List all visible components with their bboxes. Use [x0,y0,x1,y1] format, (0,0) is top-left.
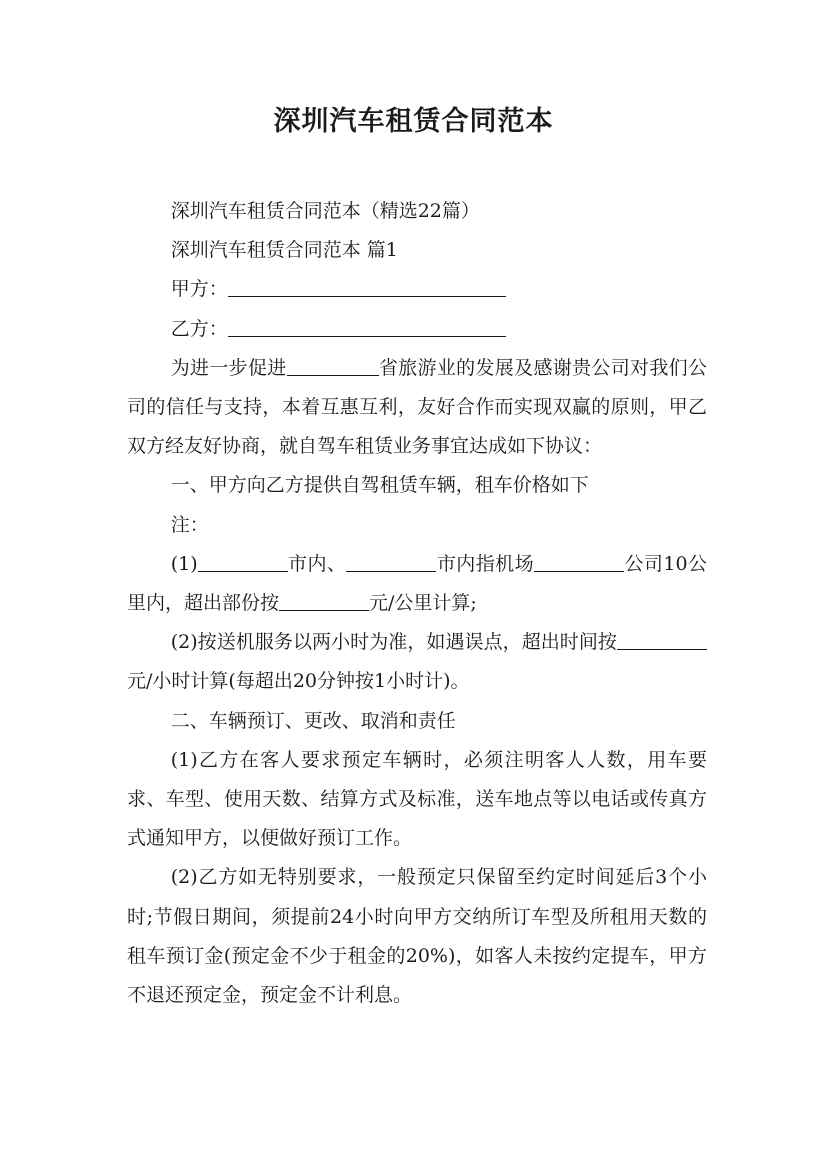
clause2-item2: (2)乙方如无特别要求，一般预定只保留至约定时间延后3个小时;节假日期间，须提前24小时向甲方交纳所订车型及所租用天数的租车预订金(预定金不少于租金的20%)，如客人未按约定提车，甲方不退还预定金，预定金不计利息。 [127,866,707,1007]
item1-text-c: 市内指机场 [436,552,535,575]
price-blank-1 [198,549,288,572]
party-b-line [127,310,707,349]
item1-text-b: 市内、 [287,552,347,575]
intro-paragraph [127,349,707,467]
price-blank-5 [617,627,707,650]
party-a-blank [228,274,506,297]
item1-text-d: 公司10公里内，超出部份按 [127,552,707,615]
section-heading: 深圳汽车租赁合同范本 篇1 [170,239,398,262]
clause1-heading: 一、甲方向乙方提供自驾租赁车辆，租车价格如下 [170,474,589,497]
item1-text-e: 元/公里计算; [369,592,477,615]
party-b-label: 乙方： [170,317,228,340]
intro-text-1: 为进一步促进 [170,356,287,379]
document-body [127,192,707,1015]
document-title: 深圳汽车租赁合同范本 [273,106,554,137]
intro-text-2: 省旅游业的发展及感谢贵公司对我们公司的信任与支持，本着互惠互利，友好合作而实现双赢的原则，甲乙双方经友好协商，就自驾车租赁业务事宜达成如下协议： [127,356,707,458]
item1-text-a: (1) [170,552,198,575]
party-a-line [127,270,707,309]
clause2-item1: (1)乙方在客人要求预定车辆时，必须注明客人人数，用车要求、车型、使用天数、结算方式及标准，送车地点等以电话或传真方式通知甲方，以便做好预订工作。 [127,748,707,850]
clause1-item2 [127,623,707,701]
item2-text-a: (2)按送机服务以两小时为准，如遇误点，超出时间按 [170,631,617,654]
party-a-label: 甲方： [170,278,228,301]
province-blank [287,353,379,376]
clause2-heading: 二、车辆预订、更改、取消和责任 [170,709,456,732]
price-blank-3 [534,549,624,572]
price-blank-2 [346,549,436,572]
price-blank-4 [279,588,369,611]
subtitle: 深圳汽车租赁合同范本（精选22篇） [170,200,480,222]
item2-text-b: 元/小时计算(每超出20分钟按1小时计)。 [127,670,470,693]
clause1-item1 [127,545,707,623]
party-b-blank [228,314,506,337]
clause1-note: 注： [170,513,209,536]
